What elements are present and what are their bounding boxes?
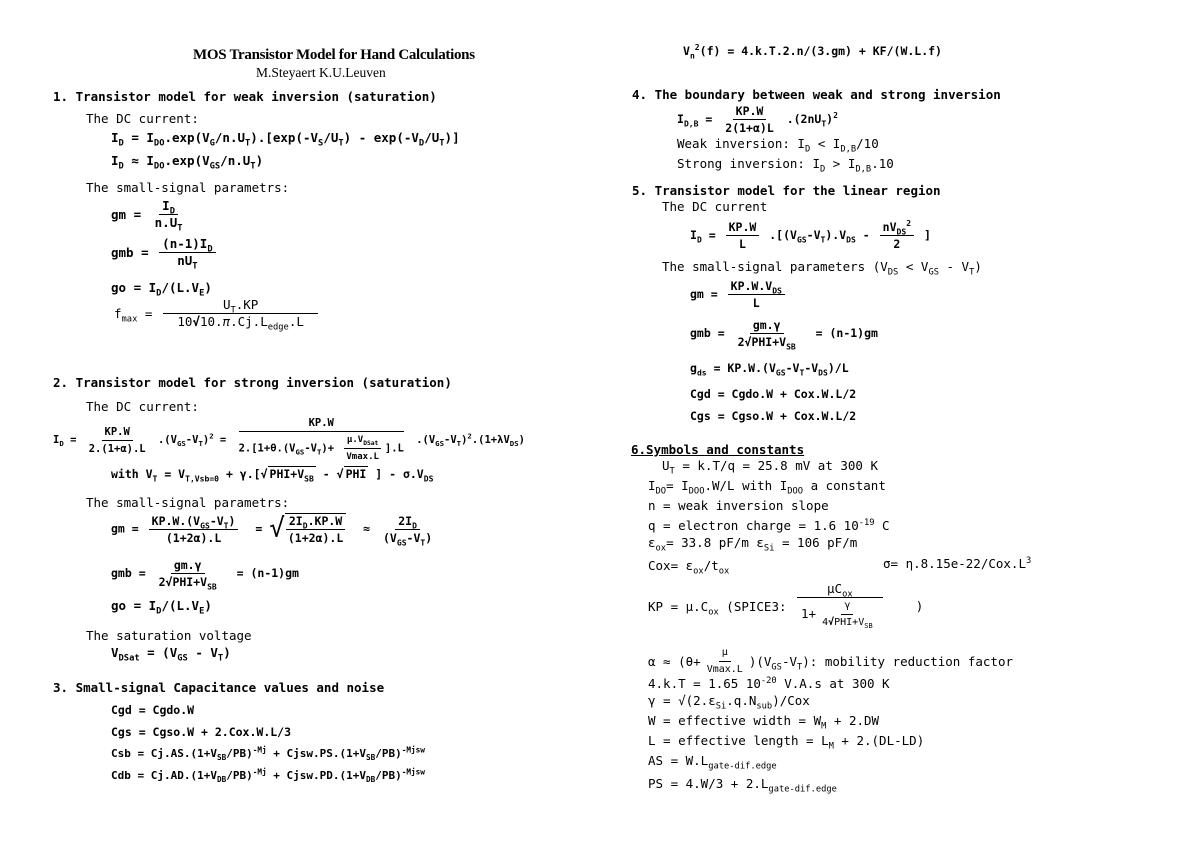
s5-cgd: Cgd = Cgdo.W + Cox.W.L/2 <box>690 387 857 401</box>
s6-ido: $I_{DO}= I_{DOO}.W/L$ with $I_{DOO}$ a constant <box>648 478 886 497</box>
s6-kp-eq: KP = $\mu.C_{ox}$ (SPICE3: $\mu C_{ox}$ 1+ $\frac{\gamma}{4√PHI+V_{SB}}$ ) <box>648 581 924 630</box>
s2-vdsat: $V_{DSat} = (V_{GS} - V_T)$ <box>111 645 231 664</box>
s6-gamma: $\gamma = √(2.\varepsilon_{Si}.q.N_{sub})$/Cox <box>648 693 810 712</box>
s5-gm-eq: gm = $\frac{KP.W.V_{DS}}{L}$ <box>690 279 788 310</box>
s6-ut: $U_T = k.T/q = 25.8$ mV at 300 K <box>662 458 879 477</box>
section-3-heading: 3. Small-signal Capacitance values and noise <box>53 680 385 695</box>
s6-eps: $\varepsilon_{ox}= 33.8$ pF/m $\varepsilon_{Si} = 106$ pF/m <box>648 535 858 554</box>
s6-w: W = effective width = $W_M + 2.DW$ <box>648 713 880 732</box>
section-2-heading: 2. Transistor model for strong inversion (saturation) <box>53 375 452 390</box>
s5-ss-label: The small-signal parameters $(V_{DS} < V_{GS} - V_T)$ <box>662 259 982 278</box>
doc-title: MOS Transistor Model for Hand Calculations <box>193 47 475 63</box>
s1-dc-label: The DC current: <box>86 111 199 126</box>
s2-gm-eq: gm = $\frac{KP.W.(V_{GS}-V_T)}{(1+2\alpha).L}$ = √ $\frac{2I_D.KP.W}{(1+2\alpha).L}$ ≈ $\frac{2I_D}{(V_{GS}-V_T)}$ <box>111 513 433 547</box>
s1-go: go = $I_D/(L.V_E)$ <box>111 280 212 299</box>
s3-cgd: Cgd = Cgdo.W <box>111 703 195 717</box>
s1-fmax: $f_{max}$ = $\frac{U_T.KP}{10√10.\pi.Cj.L_{edge}.L}$ <box>114 298 321 329</box>
s4-idb-eq: $I_{D,B}$ = $\frac{KP.W}{2(1+\alpha)L}$ $.(2nU_T)^2$ <box>677 104 838 135</box>
s1-eq1: $I_D = I_{DO}.\exp(V_G/n.U_T).[\exp(-V_S/U_T) - \exp(-V_D/U_T)]$ <box>111 130 460 149</box>
s6-q: q = electron charge = 1.6 $10^{-19}$ C <box>648 517 890 533</box>
s6-l: L = effective length = $L_M + 2.(DL-LD)$ <box>648 733 925 752</box>
s1-gmb: gmb = $\frac{(n-1)I_D}{nU_T}$ <box>111 237 219 268</box>
s6-as: AS = $W.L_{gate-dif.edge}$ <box>648 753 777 772</box>
s5-gmb-eq: gmb = $\frac{gm.\gamma}{2√PHI+V_{SB}}$ = (n-1)gm <box>690 318 878 352</box>
s5-id-eq: $I_D$ = $\frac{KP.W}{L}$ $.[(V_{GS}-V_T).V_{DS}$ - $\frac{nV_{DS}^2}{2}$ ] <box>690 219 931 251</box>
s6-alpha-eq: α ≈ (θ+ $\frac{\mu}{Vmax.L}$ )$(V_{GS}-V_T)$: mobility reduction factor <box>648 647 1013 675</box>
s6-cox: $Cox= \varepsilon_{ox}/t_{ox}$ <box>648 558 730 577</box>
s6-kt: 4.k.T = 1.65 $10^{-20}$ V.A.s at 300 K <box>648 675 890 691</box>
s2-go: go = $I_D/(L.V_E)$ <box>111 598 212 617</box>
s1-ss-label: The small-signal parametrs: <box>86 180 290 195</box>
s3-csb: Csb = $Cj.AS.(1+V_{SB}/PB)^{-Mj}$ + $Cjsw.PS.(1+V_{SB}/PB)^{-Mjsw}$ <box>111 745 425 763</box>
section-1-heading: 1. Transistor model for weak inversion (saturation) <box>53 89 437 104</box>
s4-weak: Weak inversion: $I_D < I_{D,B}/10$ <box>677 136 879 155</box>
s4-strong: Strong inversion: $I_D > I_{D,B}.10$ <box>677 156 894 175</box>
s2-gmb-eq: gmb = $\frac{gm.\gamma}{2√PHI+V_{SB}}$ = (n-1)gm <box>111 558 299 592</box>
s2-id-eq: $I_D$ = $\frac{KP.W}{2.(1+\alpha).L}$ $.(V_{GS}-V_T)^2$ = KP.W $2.[1+\theta.(V_{GS}-V_T)+$ $\frac{\mu.V_{DSat}}{Vmax.L}$ ].L $.(V_{GS}-V_T)^2.(1+\lambda V_{DS})$ <box>53 417 525 462</box>
s6-ps: PS = $4.W/3 + 2.L_{gate-dif.edge}$ <box>648 776 837 795</box>
s5-dc-label: The DC current <box>662 199 768 214</box>
s2-dc-label: The DC current: <box>86 399 199 414</box>
noise-eq: $V_n^2(f) = 4.k.T.2.n/(3.gm) + KF/(W.L.f)$ <box>683 43 942 61</box>
s3-cdb: Cdb = $Cj.AD.(1+V_{DB}/PB)^{-Mj}$ + $Cjsw.PD.(1+V_{DB}/PB)^{-Mjsw}$ <box>111 767 425 785</box>
section-6-heading: 6.Symbols and constants <box>631 442 805 457</box>
doc-author: M.Steyaert K.U.Leuven <box>256 65 386 80</box>
s6-n: n = weak inversion slope <box>648 498 829 513</box>
s5-cgs: Cgs = Cgso.W + Cox.W.L/2 <box>690 409 857 423</box>
s1-gm: gm = $\frac{I_D}{n.U_T}$ <box>111 198 183 234</box>
s2-ss-label: The small-signal parametrs: <box>86 495 290 510</box>
section-5-heading: 5. Transistor model for the linear region <box>632 183 941 198</box>
s2-sat-label: The saturation voltage <box>86 628 252 643</box>
s1-eq2: $I_D \approx I_{DO}.\exp(V_{GS}/n.U_T)$ <box>111 153 264 172</box>
section-4-heading: 4. The boundary between weak and strong inversion <box>632 87 1001 102</box>
s3-cgs: Cgs = Cgso.W + 2.Cox.W.L/3 <box>111 725 292 739</box>
s5-gds: $g_{ds} = KP.W.(V_{GS}-V_T-V_{DS})/L$ <box>690 361 849 378</box>
s2-vt-eq: with $V_T = V_{T,Vsb=0} + \gamma.[√$ $PHI+V_{SB}$ - √ PHI ] - $\sigma.V_{DS}$ <box>111 467 434 484</box>
s6-sigma: $\sigma= \eta.8.15e-22/Cox.L^3$ <box>883 555 1032 571</box>
